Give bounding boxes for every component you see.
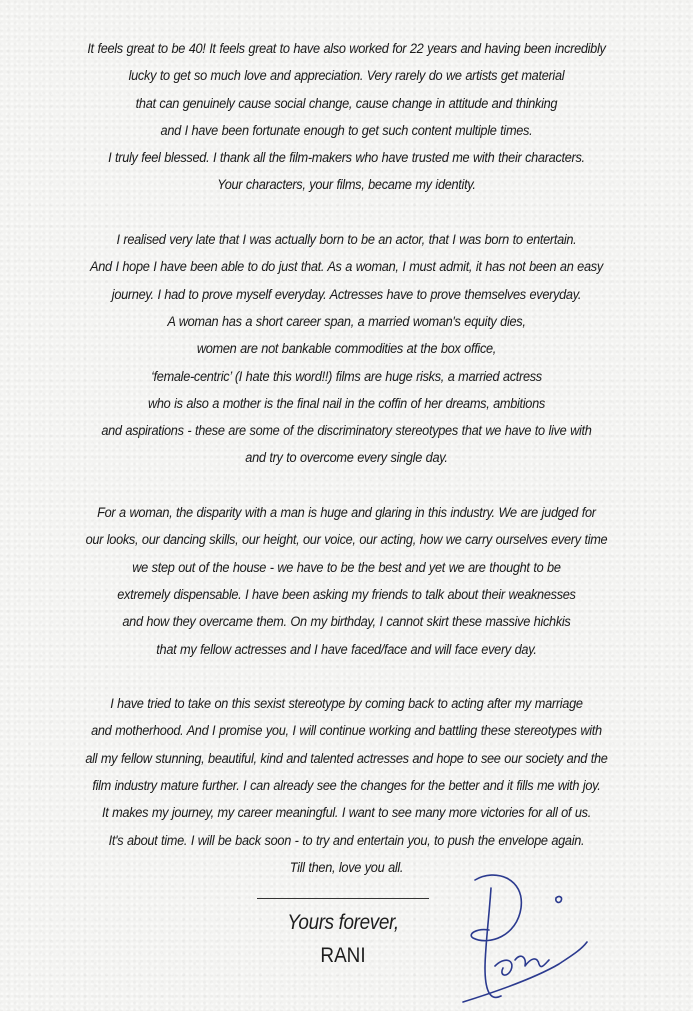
- closing-name: RANI: [320, 944, 366, 967]
- letter-line: It feels great to be 40! It feels great to have also worked for 22 years and having been incredibly: [87, 41, 606, 57]
- letter-line: all my fellow stunning, beautiful, kind and talented actresses and hope to see our society and the: [85, 750, 608, 767]
- letter-line: who is also a mother is the final nail in the coffin of her dreams, ambitions: [147, 395, 545, 412]
- letter-line: and I have been fortunate enough to get such content multiple times.: [160, 122, 533, 139]
- closing-salutation: Yours forever,: [287, 911, 399, 934]
- letter-line: And I hope I have been able to do just that. As a woman, I must admit, it has not been an easy: [90, 259, 603, 276]
- letter-line: I realised very late that I was actually born to be an actor, that I was born to entertain.: [116, 232, 577, 249]
- letter-line: I have tried to take on this sexist stereotype by coming back to acting after my marriage: [110, 696, 583, 713]
- letter-line: our looks, our dancing skills, our height, our voice, our acting, how we carry ourselves every time: [85, 532, 608, 549]
- letter-line: I truly feel blessed. I thank all the film-makers who have trusted me with their characters.: [108, 150, 585, 167]
- letter-line: journey. I had to prove myself everyday. Actresses have to prove themselves everyday.: [111, 286, 582, 303]
- letter-line: and try to overcome every single day.: [245, 450, 448, 467]
- paragraph-2: [35, 227, 659, 473]
- letter-line: and motherhood. And I promise you, I will continue working and battling these stereotypes with: [91, 723, 602, 740]
- letter-line: It's about time. I will be back soon - to try and entertain you, to push the envelope again.: [108, 832, 585, 849]
- letter-line: Till then, love you all.: [289, 859, 404, 876]
- signature-icon: [455, 868, 595, 1008]
- letter-body: [35, 36, 659, 910]
- letter-line: film industry mature further. I can already see the changes for the better and it fills me with joy.: [92, 778, 601, 795]
- letter-line: lucky to get so much love and appreciation. Very rarely do we artists get material: [128, 68, 565, 85]
- letter-line: extremely dispensable. I have been asking my friends to talk about their weaknesses: [117, 586, 576, 603]
- paragraph-3: [35, 500, 659, 664]
- letter-line: we step out of the house - we have to be the best and yet we are thought to be: [132, 559, 561, 576]
- letter-line: ‘female-centric’ (I hate this word!!) films are huge risks, a married actress: [151, 368, 542, 385]
- paragraph-4: [35, 691, 659, 882]
- letter-line: and how they overcame them. On my birthday, I cannot skirt these massive hichkis: [122, 614, 571, 631]
- letter-line: A woman has a short career span, a married woman's equity dies,: [167, 313, 526, 330]
- letter-line: Your characters, your films, became my identity.: [217, 177, 476, 194]
- paragraph-1: [35, 36, 659, 200]
- letter-line: It makes my journey, my career meaningful. I want to see many more victories for all of us.: [101, 805, 591, 822]
- letter-line: that can genuinely cause social change, cause change in attitude and thinking: [135, 95, 558, 112]
- letter-line: For a woman, the disparity with a man is huge and glaring in this industry. We are judged for: [97, 505, 596, 522]
- letter-line: women are not bankable commodities at the box office,: [196, 341, 497, 358]
- signature-divider: [257, 898, 429, 899]
- letter-line: and aspirations - these are some of the discriminatory stereotypes that we have to live with: [101, 423, 592, 440]
- letter-line: that my fellow actresses and I have faced/face and will face every day.: [156, 641, 537, 658]
